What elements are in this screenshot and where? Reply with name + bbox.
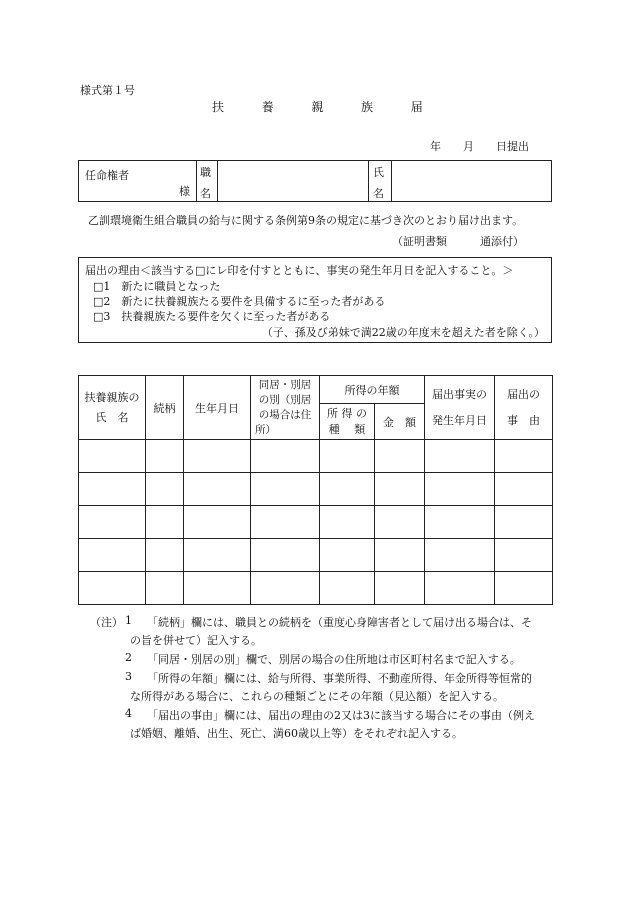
table-cell[interactable] [425,572,495,605]
table-cell[interactable] [251,473,320,506]
header-text: 扶養親族の [84,390,140,404]
name-field[interactable] [392,161,552,202]
table-row [79,473,553,506]
header-text: 届出事実の [432,387,487,401]
table-row [79,440,553,473]
header-text: 発生年月日 [432,413,487,427]
table-cell[interactable] [320,572,375,605]
header-text: 種 類 [328,422,366,436]
note-num: 2 [125,651,132,664]
table-cell[interactable] [146,539,184,572]
table-cell[interactable] [425,473,495,506]
table-cell[interactable] [184,572,251,605]
name-label: 名 [373,187,384,200]
table-row [79,572,553,605]
table-cell[interactable] [320,539,375,572]
note-num: 3 [125,670,132,683]
note-num: 1 [125,614,132,627]
table-cell[interactable] [495,506,553,539]
note-line: ば婚姻、離婚、出生、死亡、満60歳以上等）をそれぞれ記入する。 [130,727,463,740]
reason-item-2[interactable]: □2 新たに扶養親族たる要件を具備するに至った者がある [93,295,386,308]
header-text: 届出の [507,387,540,401]
table-cell[interactable] [375,506,425,539]
header-text: 所 得 の [327,406,367,420]
reason-heading: 届出の理由＜該当する□にレ印を付すとともに、事実の発生年月日を記入すること。＞ [85,264,514,277]
header-text: の別（別居 [258,393,312,406]
table-cell[interactable] [146,572,184,605]
col-cohabitation [251,376,320,440]
table-cell[interactable] [251,539,320,572]
appointer-suffix: 様 [179,185,190,198]
name-label: 氏 [373,166,384,179]
title-char: 養 [261,100,274,114]
table-cell[interactable] [79,440,146,473]
title-char: 親 [311,100,324,114]
reason-item-1[interactable]: □1 新たに職員となった [93,280,221,293]
reason-note: （子、孫及び弟妹で満22歳の年度末を超えた者を除く。） [261,326,545,339]
note-line: な所得がある場合に、これらの種類ごとにその年額（見込額）を記入する。 [130,690,504,703]
table-cell[interactable] [495,473,553,506]
table-cell[interactable] [146,473,184,506]
table-cell[interactable] [425,440,495,473]
note-line: の旨を併せて）記入する。 [130,634,262,647]
notes-prefix: （注） [90,616,123,629]
name-label-cell [369,161,392,202]
note-line: 「同居・別居の別」欄で、別居の場合の住所地は市区町村名まで記入する。 [147,653,521,666]
table-cell[interactable] [146,506,184,539]
note-num: 4 [125,707,132,720]
statement-text: 乙訓環境衛生組合職員の給与に関する条例第9条の規定に基づき次のとおり届け出ます。 [88,214,524,227]
table-cell[interactable] [320,440,375,473]
job-field[interactable] [218,161,369,202]
col-dependent-name [79,376,146,440]
col-relation: 続柄 [146,376,184,440]
reason-item-3[interactable]: □3 扶養親族たる要件を欠くに至った者がある [93,310,331,323]
header-text: 事 由 [507,413,540,427]
col-fact-date [425,376,495,440]
table-cell[interactable] [251,572,320,605]
job-label: 名 [200,187,211,200]
submission-date: 年 月 日提出 [430,140,529,153]
title-char: 扶 [212,100,225,114]
table-cell[interactable] [375,539,425,572]
table-cell[interactable] [320,506,375,539]
table-cell[interactable] [79,539,146,572]
header-text: 氏 名 [95,410,129,424]
table-cell[interactable] [184,539,251,572]
table-cell[interactable] [251,506,320,539]
table-cell[interactable] [495,440,553,473]
table-cell[interactable] [425,539,495,572]
table-cell[interactable] [79,572,146,605]
note-line: 「届出の事由」欄には、届出の理由の2又は3に該当する場合にその事由（例え [147,709,535,722]
dependents-table [78,375,553,605]
col-annual-income: 所得の年額 [320,376,425,404]
job-label-cell [197,161,218,202]
title-char: 届 [410,100,423,114]
table-row [79,539,553,572]
reason-box [78,257,552,343]
appointer-cell [79,161,197,202]
appointer-label: 任命権者 [85,169,129,182]
table-cell[interactable] [79,473,146,506]
table-cell[interactable] [184,473,251,506]
table-cell[interactable] [146,440,184,473]
table-cell[interactable] [251,440,320,473]
header-text: 同居・別居 [258,378,312,391]
table-cell[interactable] [425,506,495,539]
page-title [212,98,423,115]
header-text: 所） [255,423,276,436]
table-cell[interactable] [79,506,146,539]
note-line: 「所得の年額」欄には、給与所得、事業所得、不動産所得、年金所得等恒常的 [147,672,532,685]
form-number: 様式第１号 [80,84,135,97]
job-label: 職 [200,166,211,179]
note-line: 「続柄」欄には、職員との続柄を（重度心身障害者として届け出る場合は、そ [147,616,532,629]
table-cell[interactable] [375,440,425,473]
header-text: の場合は住 [258,408,312,421]
certificate-docs: （証明書類 通添付） [392,235,524,248]
col-income-kind [320,404,375,440]
col-birthdate: 生年月日 [184,376,251,440]
table-cell[interactable] [495,539,553,572]
table-cell[interactable] [184,440,251,473]
col-income-amount: 金 額 [375,404,425,440]
table-row [79,506,553,539]
header-table [78,160,552,202]
table-cell[interactable] [375,473,425,506]
table-cell[interactable] [184,506,251,539]
table-cell[interactable] [375,572,425,605]
table-cell[interactable] [495,572,553,605]
title-char: 族 [361,100,374,114]
table-cell[interactable] [320,473,375,506]
col-reason [495,376,553,440]
